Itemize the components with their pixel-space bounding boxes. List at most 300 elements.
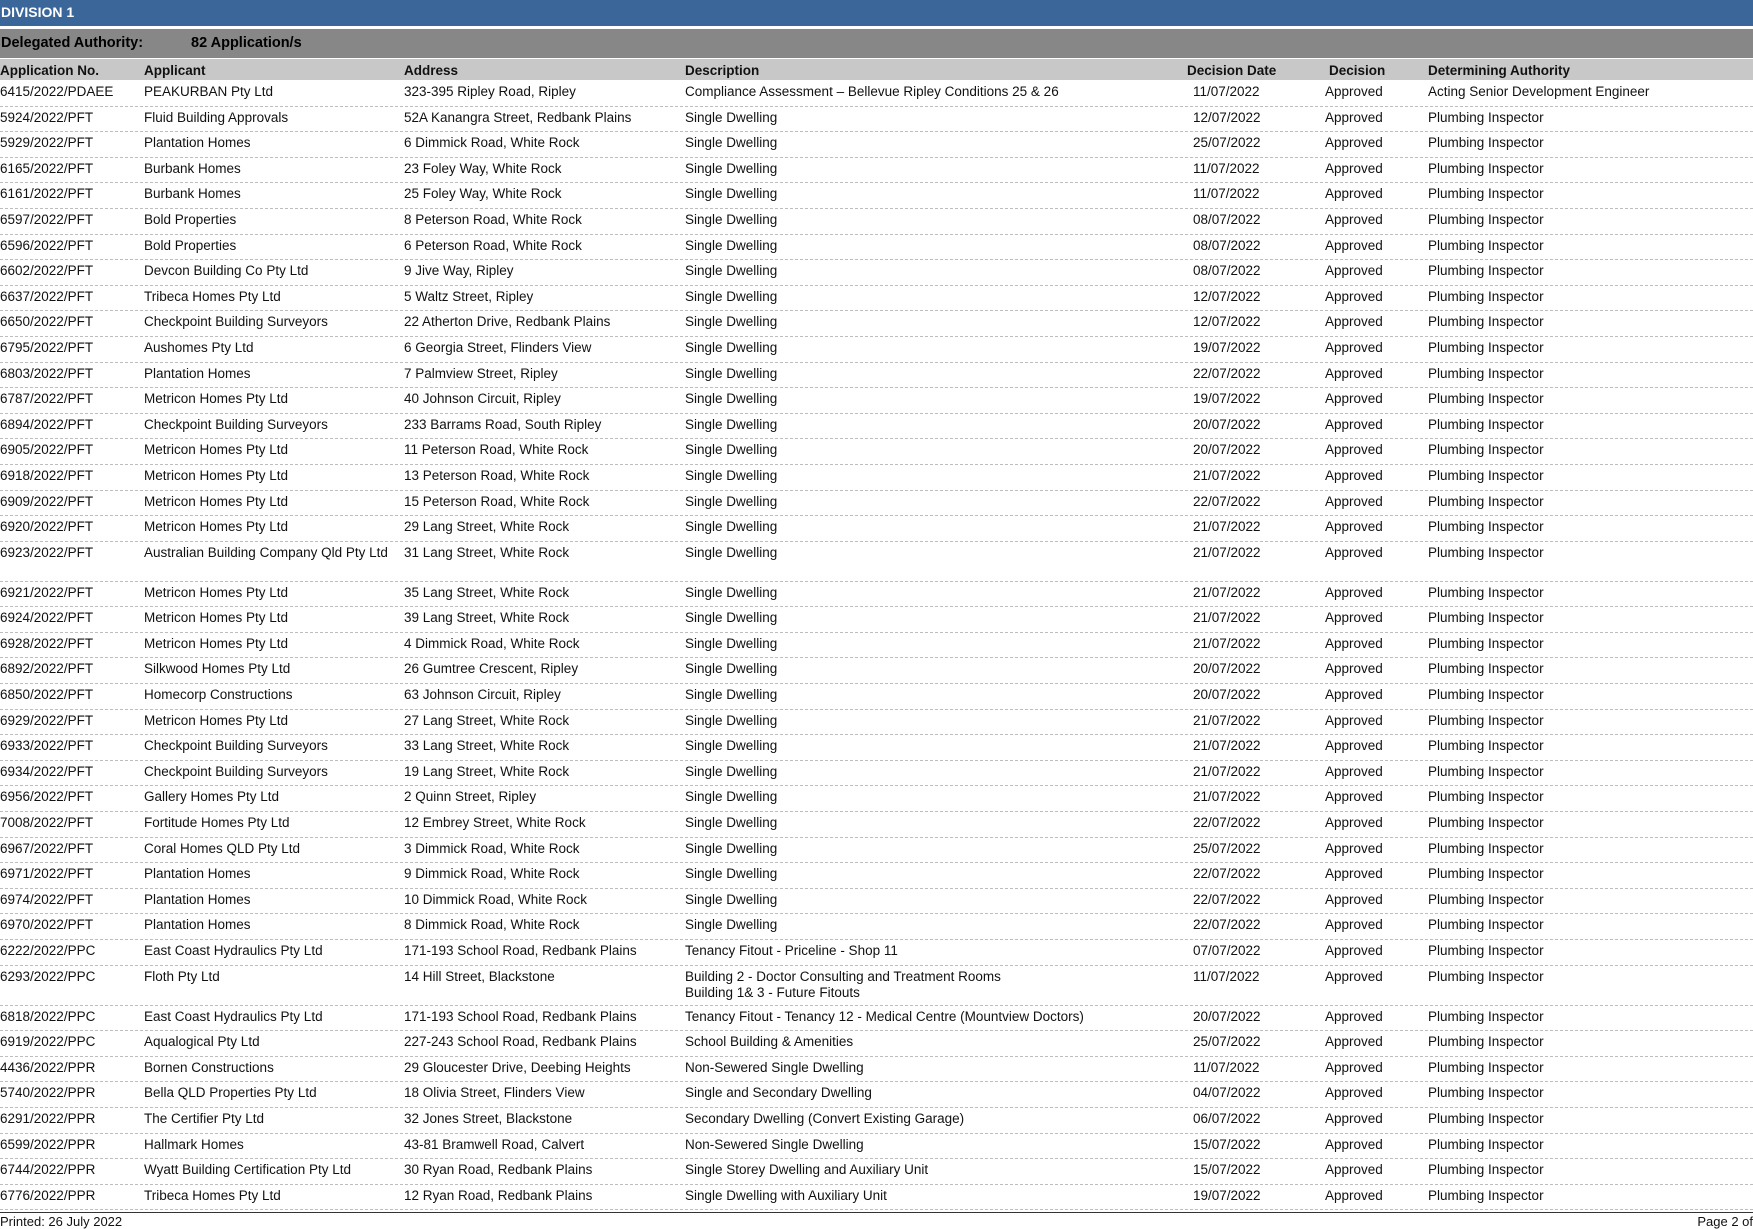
cell-address: 27 Lang Street, White Rock (404, 712, 570, 728)
cell-applicant: Plantation Homes (144, 891, 251, 907)
cell-decision: Approved (1325, 789, 1383, 805)
cell-decision: Approved (1325, 263, 1383, 279)
cell-determining-authority: Plumbing Inspector (1428, 1085, 1544, 1101)
cell-applicant: Homecorp Constructions (144, 687, 293, 703)
cell-decision-date: 21/07/2022 (1193, 738, 1261, 754)
cell-address: 15 Peterson Road, White Rock (404, 493, 590, 509)
cell-description: Single Dwelling (685, 109, 778, 125)
cell-application-no: 5740/2022/PPR (0, 1085, 96, 1101)
cell-address: 8 Dimmick Road, White Rock (404, 917, 580, 933)
table-row (0, 582, 1753, 608)
cell-decision: Approved (1325, 687, 1383, 703)
cell-description: Single Dwelling (685, 738, 778, 754)
cell-decision: Approved (1325, 1187, 1383, 1203)
cell-determining-authority: Plumbing Inspector (1428, 135, 1544, 151)
cell-applicant: Gallery Homes Pty Ltd (144, 789, 280, 805)
cell-address: 6 Georgia Street, Flinders View (404, 339, 592, 355)
cell-decision-date: 20/07/2022 (1193, 1008, 1261, 1024)
cell-application-no: 5924/2022/PFT (0, 109, 94, 125)
table-row (0, 81, 1753, 107)
cell-application-no: 5929/2022/PFT (0, 135, 94, 151)
cell-decision-date: 25/07/2022 (1193, 840, 1261, 856)
cell-decision: Approved (1325, 840, 1383, 856)
cell-decision-date: 20/07/2022 (1193, 661, 1261, 677)
cell-application-no: 6929/2022/PFT (0, 712, 94, 728)
cell-applicant: Bold Properties (144, 237, 237, 253)
cell-description: Single Dwelling (685, 789, 778, 805)
cell-address: 14 Hill Street, Blackstone (404, 968, 555, 984)
cell-decision-date: 11/07/2022 (1193, 1059, 1260, 1075)
cell-address: 9 Dimmick Road, White Rock (404, 866, 580, 882)
cell-decision: Approved (1325, 968, 1383, 984)
cell-decision-date: 04/07/2022 (1193, 1085, 1261, 1101)
cell-applicant: Checkpoint Building Surveyors (144, 314, 328, 330)
cell-determining-authority: Plumbing Inspector (1428, 467, 1544, 483)
cell-decision-date: 21/07/2022 (1193, 712, 1261, 728)
table-row (0, 516, 1753, 542)
table-row (0, 491, 1753, 517)
cell-decision: Approved (1325, 416, 1383, 432)
cell-application-no: 6933/2022/PFT (0, 738, 94, 754)
cell-address: 8 Peterson Road, White Rock (404, 211, 582, 227)
table-header (0, 59, 1753, 80)
table-row (0, 542, 1753, 582)
cell-applicant: Burbank Homes (144, 186, 241, 202)
cell-determining-authority: Plumbing Inspector (1428, 211, 1544, 227)
cell-decision-date: 21/07/2022 (1193, 584, 1261, 600)
cell-application-no: 6909/2022/PFT (0, 493, 94, 509)
cell-application-no: 6599/2022/PPR (0, 1136, 96, 1152)
cell-applicant: Tribeca Homes Pty Ltd (144, 1187, 281, 1203)
cell-applicant: Fluid Building Approvals (144, 109, 289, 125)
cell-applicant: Plantation Homes (144, 866, 251, 882)
cell-decision-date: 22/07/2022 (1193, 917, 1261, 933)
cell-decision-date: 25/07/2022 (1193, 1034, 1261, 1050)
cell-determining-authority: Plumbing Inspector (1428, 416, 1544, 432)
cell-application-no: 6974/2022/PFT (0, 891, 94, 907)
cell-address: 43-81 Bramwell Road, Calvert (404, 1136, 585, 1152)
cell-description: Single Dwelling (685, 186, 778, 202)
cell-determining-authority: Plumbing Inspector (1428, 1008, 1544, 1024)
cell-decision-date: 19/07/2022 (1193, 1187, 1261, 1203)
cell-applicant: Metricon Homes Pty Ltd (144, 442, 289, 458)
cell-decision: Approved (1325, 519, 1383, 535)
column-header-applicant: Applicant (144, 63, 206, 78)
cell-application-no: 6923/2022/PFT (0, 544, 94, 560)
cell-application-no: 6637/2022/PFT (0, 288, 94, 304)
cell-application-no: 6850/2022/PFT (0, 687, 94, 703)
cell-decision-date: 22/07/2022 (1193, 891, 1261, 907)
cell-decision: Approved (1325, 365, 1383, 381)
cell-decision-date: 20/07/2022 (1193, 687, 1261, 703)
cell-applicant: Floth Pty Ltd (144, 968, 220, 984)
cell-applicant: Devcon Building Co Pty Ltd (144, 263, 309, 279)
cell-decision-date: 21/07/2022 (1193, 789, 1261, 805)
cell-determining-authority: Plumbing Inspector (1428, 365, 1544, 381)
cell-description: Single Dwelling (685, 237, 778, 253)
cell-applicant: Bold Properties (144, 211, 237, 227)
cell-description: Tenancy Fitout - Priceline - Shop 11 (685, 943, 898, 958)
cell-applicant: East Coast Hydraulics Pty Ltd (144, 943, 323, 958)
cell-address: 9 Jive Way, Ripley (404, 263, 514, 279)
table-row (0, 260, 1753, 286)
cell-decision-date: 22/07/2022 (1193, 866, 1261, 882)
table-row (0, 658, 1753, 684)
cell-application-no: 6803/2022/PFT (0, 365, 94, 381)
cell-description: Single Dwelling (685, 840, 778, 856)
cell-applicant: East Coast Hydraulics Pty Ltd (144, 1008, 323, 1024)
cell-decision-date: 22/07/2022 (1193, 365, 1261, 381)
table-row (0, 286, 1753, 312)
cell-applicant: Silkwood Homes Pty Ltd (144, 661, 291, 677)
table-row (0, 158, 1753, 184)
table-row (0, 812, 1753, 838)
cell-applicant: Fortitude Homes Pty Ltd (144, 815, 290, 831)
cell-description: Single Dwelling (685, 339, 778, 355)
cell-determining-authority: Plumbing Inspector (1428, 738, 1544, 754)
table-row (0, 838, 1753, 864)
table-row (0, 414, 1753, 440)
cell-application-no: 6894/2022/PFT (0, 416, 94, 432)
cell-application-no: 4436/2022/PPR (0, 1059, 96, 1075)
cell-address: 22 Atherton Drive, Redbank Plains (404, 314, 611, 330)
cell-description: Building 2 - Doctor Consulting and Treatment Rooms (685, 968, 1001, 984)
cell-decision: Approved (1325, 738, 1383, 754)
cell-decision: Approved (1325, 815, 1383, 831)
table-row (0, 786, 1753, 812)
cell-description: Single Dwelling (685, 135, 778, 151)
cell-description: Single Dwelling (685, 288, 778, 304)
cell-decision: Approved (1325, 1008, 1383, 1024)
cell-application-no: 6161/2022/PFT (0, 186, 94, 202)
column-header-application-no: Application No. (0, 63, 99, 78)
cell-address: 35 Lang Street, White Rock (404, 584, 570, 600)
table-row (0, 363, 1753, 389)
cell-applicant: Tribeca Homes Pty Ltd (144, 288, 281, 304)
cell-address: 323-395 Ripley Road, Ripley (404, 84, 576, 99)
column-header-description: Description (685, 63, 760, 78)
cell-determining-authority: Plumbing Inspector (1428, 339, 1544, 355)
table-row (0, 1134, 1753, 1160)
cell-applicant: Metricon Homes Pty Ltd (144, 635, 289, 651)
cell-decision: Approved (1325, 84, 1383, 99)
cell-decision-date: 11/07/2022 (1193, 84, 1260, 99)
cell-decision-date: 22/07/2022 (1193, 815, 1261, 831)
cell-determining-authority: Plumbing Inspector (1428, 1110, 1544, 1126)
table-row (0, 183, 1753, 209)
column-header-decision: Decision (1329, 63, 1386, 78)
cell-decision-date: 12/07/2022 (1193, 109, 1261, 125)
cell-decision-date: 22/07/2022 (1193, 493, 1261, 509)
cell-description: Single Dwelling (685, 815, 778, 831)
cell-description: Single Dwelling (685, 365, 778, 381)
cell-determining-authority: Plumbing Inspector (1428, 1034, 1544, 1050)
cell-determining-authority: Plumbing Inspector (1428, 968, 1544, 984)
cell-decision: Approved (1325, 1034, 1383, 1050)
cell-applicant: Burbank Homes (144, 160, 241, 176)
cell-description: Single Dwelling (685, 391, 778, 407)
cell-application-no: 6919/2022/PPC (0, 1034, 96, 1050)
cell-applicant: Wyatt Building Certification Pty Ltd (144, 1162, 351, 1178)
cell-decision: Approved (1325, 712, 1383, 728)
cell-description: Single and Secondary Dwelling (685, 1085, 872, 1101)
table-row (0, 439, 1753, 465)
table-row (0, 465, 1753, 491)
cell-description: Single Dwelling (685, 467, 778, 483)
page-number: Page 2 of (1697, 1214, 1753, 1229)
cell-address: 7 Palmview Street, Ripley (404, 365, 558, 381)
table-row (0, 761, 1753, 787)
cell-decision-date: 08/07/2022 (1193, 237, 1261, 253)
table-row (0, 863, 1753, 889)
cell-determining-authority: Plumbing Inspector (1428, 763, 1544, 779)
cell-application-no: 6956/2022/PFT (0, 789, 94, 805)
table-row (0, 1082, 1753, 1108)
cell-address: 4 Dimmick Road, White Rock (404, 635, 580, 651)
cell-decision: Approved (1325, 160, 1383, 176)
cell-determining-authority: Acting Senior Development Engineer (1428, 84, 1650, 99)
cell-decision: Approved (1325, 917, 1383, 933)
cell-application-no: 6920/2022/PFT (0, 519, 94, 535)
cell-description: Single Dwelling (685, 866, 778, 882)
cell-address: 2 Quinn Street, Ripley (404, 789, 537, 805)
cell-application-no: 6967/2022/PFT (0, 840, 94, 856)
cell-decision-date: 21/07/2022 (1193, 610, 1261, 626)
cell-determining-authority: Plumbing Inspector (1428, 1187, 1544, 1203)
cell-applicant: Metricon Homes Pty Ltd (144, 391, 289, 407)
cell-decision: Approved (1325, 1110, 1383, 1126)
cell-application-no: 6928/2022/PFT (0, 635, 94, 651)
table-row (0, 633, 1753, 659)
cell-description: Compliance Assessment – Bellevue Ripley Conditions 25 & 26 (685, 84, 1059, 99)
cell-application-no: 6165/2022/PFT (0, 160, 94, 176)
cell-decision: Approved (1325, 109, 1383, 125)
cell-decision-date: 21/07/2022 (1193, 544, 1261, 560)
cell-applicant: Bornen Constructions (144, 1059, 274, 1075)
cell-decision-date: 19/07/2022 (1193, 339, 1261, 355)
table-row (0, 132, 1753, 158)
cell-decision: Approved (1325, 339, 1383, 355)
table-row (0, 388, 1753, 414)
cell-address: 6 Dimmick Road, White Rock (404, 135, 580, 151)
cell-address: 19 Lang Street, White Rock (404, 763, 570, 779)
cell-determining-authority: Plumbing Inspector (1428, 493, 1544, 509)
cell-applicant: Checkpoint Building Surveyors (144, 416, 328, 432)
cell-application-no: 6776/2022/PPR (0, 1187, 96, 1203)
cell-description: Single Dwelling (685, 661, 778, 677)
cell-applicant: Metricon Homes Pty Ltd (144, 467, 289, 483)
cell-applicant: Plantation Homes (144, 365, 251, 381)
cell-description: Single Dwelling (685, 635, 778, 651)
cell-application-no: 6222/2022/PPC (0, 943, 96, 958)
table-row (0, 710, 1753, 736)
cell-decision-date: 15/07/2022 (1193, 1162, 1261, 1178)
cell-decision: Approved (1325, 610, 1383, 626)
cell-applicant: Metricon Homes Pty Ltd (144, 610, 289, 626)
cell-determining-authority: Plumbing Inspector (1428, 186, 1544, 202)
cell-description: Single Dwelling (685, 160, 778, 176)
cell-description: Single Dwelling (685, 519, 778, 535)
cell-address: 3 Dimmick Road, White Rock (404, 840, 580, 856)
cell-applicant: Plantation Homes (144, 917, 251, 933)
cell-description: Single Dwelling (685, 891, 778, 907)
table-row (0, 889, 1753, 915)
cell-determining-authority: Plumbing Inspector (1428, 314, 1544, 330)
cell-description: Tenancy Fitout - Tenancy 12 - Medical Centre (Mountview Doctors) (685, 1008, 1084, 1024)
cell-determining-authority: Plumbing Inspector (1428, 866, 1544, 882)
table-row (0, 914, 1753, 940)
table-row (0, 940, 1753, 966)
cell-decision: Approved (1325, 135, 1383, 151)
cell-description: Single Dwelling (685, 263, 778, 279)
cell-decision-date: 20/07/2022 (1193, 442, 1261, 458)
cell-decision-date: 15/07/2022 (1193, 1136, 1261, 1152)
cell-decision: Approved (1325, 211, 1383, 227)
cell-decision-date: 21/07/2022 (1193, 467, 1261, 483)
table-row (0, 1031, 1753, 1057)
cell-decision: Approved (1325, 493, 1383, 509)
column-header-address: Address (404, 63, 459, 78)
cell-applicant: Checkpoint Building Surveyors (144, 763, 328, 779)
cell-decision-date: 12/07/2022 (1193, 314, 1261, 330)
cell-decision-date: 06/07/2022 (1193, 1110, 1261, 1126)
table-row (0, 1185, 1753, 1211)
application-count: 82 Application/s (191, 35, 302, 51)
cell-applicant: Aqualogical Pty Ltd (144, 1034, 260, 1050)
cell-description: Single Dwelling (685, 544, 778, 560)
cell-decision: Approved (1325, 1085, 1383, 1101)
cell-application-no: 6596/2022/PFT (0, 237, 94, 253)
cell-address: 25 Foley Way, White Rock (404, 186, 562, 202)
cell-determining-authority: Plumbing Inspector (1428, 840, 1544, 856)
cell-address: 39 Lang Street, White Rock (404, 610, 570, 626)
cell-decision: Approved (1325, 237, 1383, 253)
cell-description-line-2: Building 1& 3 - Future Fitouts (685, 984, 860, 1000)
cell-determining-authority: Plumbing Inspector (1428, 917, 1544, 933)
cell-applicant: Metricon Homes Pty Ltd (144, 712, 289, 728)
cell-decision: Approved (1325, 891, 1383, 907)
cell-address: 31 Lang Street, White Rock (404, 544, 570, 560)
table-row (0, 107, 1753, 133)
cell-applicant: The Certifier Pty Ltd (144, 1110, 265, 1126)
cell-determining-authority: Plumbing Inspector (1428, 237, 1544, 253)
applications-table (0, 81, 1753, 1210)
cell-decision: Approved (1325, 467, 1383, 483)
cell-address: 29 Lang Street, White Rock (404, 519, 570, 535)
cell-address: 63 Johnson Circuit, Ripley (404, 687, 561, 703)
cell-decision-date: 21/07/2022 (1193, 763, 1261, 779)
cell-determining-authority: Plumbing Inspector (1428, 891, 1544, 907)
cell-decision: Approved (1325, 1162, 1383, 1178)
cell-application-no: 6650/2022/PFT (0, 314, 94, 330)
cell-decision-date: 19/07/2022 (1193, 391, 1261, 407)
cell-decision-date: 12/07/2022 (1193, 288, 1261, 304)
cell-description: Single Dwelling (685, 211, 778, 227)
cell-determining-authority: Plumbing Inspector (1428, 519, 1544, 535)
table-row (0, 1159, 1753, 1185)
cell-address: 10 Dimmick Road, White Rock (404, 891, 588, 907)
column-header-decision-date: Decision Date (1187, 63, 1277, 78)
cell-address: 33 Lang Street, White Rock (404, 738, 570, 754)
cell-application-no: 6597/2022/PFT (0, 211, 94, 227)
cell-applicant: Plantation Homes (144, 135, 251, 151)
table-row (0, 684, 1753, 710)
cell-decision-date: 11/07/2022 (1193, 968, 1260, 984)
cell-application-no: 6602/2022/PFT (0, 263, 94, 279)
cell-application-no: 7008/2022/PFT (0, 815, 94, 831)
cell-address: 30 Ryan Road, Redbank Plains (404, 1162, 593, 1178)
cell-description: Single Dwelling with Auxiliary Unit (685, 1187, 887, 1203)
cell-address: 18 Olivia Street, Flinders View (404, 1085, 585, 1101)
cell-description: Single Dwelling (685, 687, 778, 703)
cell-description: Single Dwelling (685, 493, 778, 509)
table-row (0, 337, 1753, 363)
cell-decision: Approved (1325, 288, 1383, 304)
table-row (0, 966, 1753, 1006)
cell-applicant: Checkpoint Building Surveyors (144, 738, 328, 754)
cell-decision: Approved (1325, 866, 1383, 882)
cell-decision: Approved (1325, 391, 1383, 407)
cell-description: Non-Sewered Single Dwelling (685, 1136, 864, 1152)
cell-address: 233 Barrams Road, South Ripley (404, 416, 602, 432)
cell-application-no: 6918/2022/PFT (0, 467, 94, 483)
cell-application-no: 6415/2022/PDAEE (0, 84, 114, 99)
table-row (0, 735, 1753, 761)
cell-application-no: 6921/2022/PFT (0, 584, 94, 600)
cell-decision: Approved (1325, 661, 1383, 677)
column-header-determining-authority: Determining Authority (1428, 63, 1571, 78)
footer-divider (0, 1212, 1753, 1213)
cell-decision: Approved (1325, 763, 1383, 779)
cell-decision-date: 11/07/2022 (1193, 160, 1260, 176)
cell-address: 171-193 School Road, Redbank Plains (404, 943, 637, 958)
cell-description: Non-Sewered Single Dwelling (685, 1059, 864, 1075)
table-row (0, 209, 1753, 235)
cell-determining-authority: Plumbing Inspector (1428, 815, 1544, 831)
table-row (0, 1006, 1753, 1032)
cell-decision-date: 25/07/2022 (1193, 135, 1261, 151)
cell-application-no: 6970/2022/PFT (0, 917, 94, 933)
cell-determining-authority: Plumbing Inspector (1428, 1059, 1544, 1075)
cell-application-no: 6293/2022/PPC (0, 968, 96, 984)
cell-determining-authority: Plumbing Inspector (1428, 288, 1544, 304)
cell-applicant: Coral Homes QLD Pty Ltd (144, 840, 301, 856)
cell-decision-date: 07/07/2022 (1193, 943, 1261, 958)
cell-description: Single Dwelling (685, 416, 778, 432)
cell-applicant: Metricon Homes Pty Ltd (144, 493, 289, 509)
cell-description: Single Dwelling (685, 442, 778, 458)
cell-determining-authority: Plumbing Inspector (1428, 1136, 1544, 1152)
cell-description: Single Dwelling (685, 584, 778, 600)
cell-application-no: 6291/2022/PPR (0, 1110, 96, 1126)
table-row (0, 311, 1753, 337)
delegated-authority-bar (0, 29, 1753, 58)
cell-determining-authority: Plumbing Inspector (1428, 584, 1544, 600)
cell-determining-authority: Plumbing Inspector (1428, 789, 1544, 805)
cell-application-no: 6971/2022/PFT (0, 866, 94, 882)
table-row (0, 1108, 1753, 1134)
cell-description: Single Dwelling (685, 917, 778, 933)
cell-decision-date: 21/07/2022 (1193, 519, 1261, 535)
cell-application-no: 6905/2022/PFT (0, 442, 94, 458)
table-row (0, 607, 1753, 633)
cell-decision: Approved (1325, 1059, 1383, 1075)
cell-description: Single Storey Dwelling and Auxiliary Unit (685, 1162, 929, 1178)
cell-determining-authority: Plumbing Inspector (1428, 610, 1544, 626)
cell-address: 171-193 School Road, Redbank Plains (404, 1008, 637, 1024)
cell-applicant: Metricon Homes Pty Ltd (144, 519, 289, 535)
cell-determining-authority: Plumbing Inspector (1428, 635, 1544, 651)
